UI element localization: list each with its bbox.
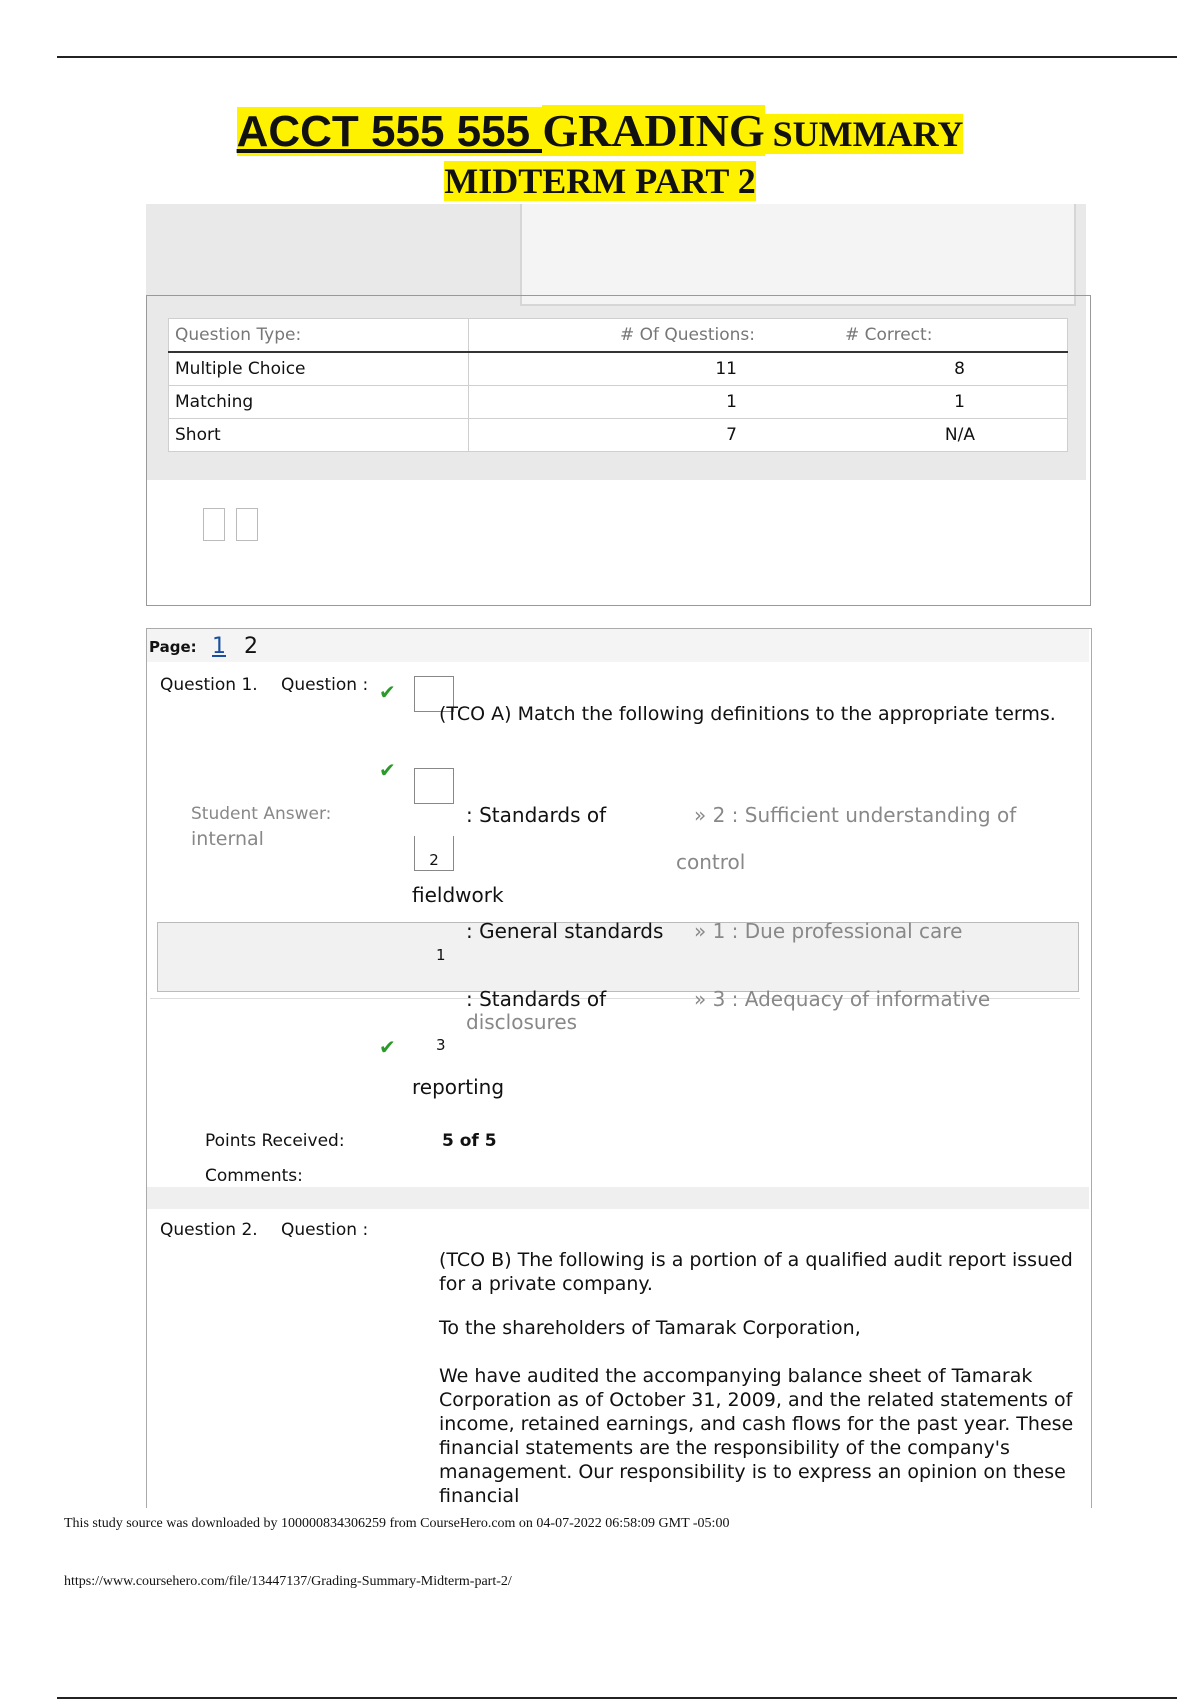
student-answer-internal: internal bbox=[191, 828, 264, 850]
title-summary: SUMMARY bbox=[765, 114, 964, 154]
match-answer-3: » 3 : Adequacy of informative bbox=[694, 987, 991, 1011]
source-url[interactable]: https://www.coursehero.com/file/13447137/Grading-Summary-Midterm-part-2/ bbox=[64, 1574, 512, 1589]
answer-box-2[interactable] bbox=[414, 836, 454, 871]
match-num-2: 1 bbox=[436, 946, 446, 964]
match-answer-1-cont: control bbox=[676, 850, 746, 874]
table-row bbox=[169, 386, 1068, 419]
title-grading: GRADING bbox=[542, 105, 765, 156]
page-subtitle bbox=[0, 160, 1200, 202]
match-answer-1: » 2 : Sufficient understanding of bbox=[694, 803, 1017, 827]
summary-blank-area bbox=[147, 480, 1089, 603]
match-answer-3-cont: disclosures bbox=[466, 1010, 578, 1034]
header-correct: # Correct: bbox=[765, 319, 1068, 353]
match-term-2: : General standards bbox=[466, 919, 664, 943]
table-row bbox=[169, 352, 1068, 386]
match-num-3: 3 bbox=[436, 1036, 446, 1054]
check-icon: ✔ bbox=[379, 758, 396, 782]
question-separator-bar bbox=[147, 1187, 1089, 1209]
question1-question-label: Question : bbox=[281, 675, 369, 695]
page-label: Page: bbox=[149, 638, 197, 656]
pagination-bar bbox=[147, 629, 1089, 662]
match-term-3-cont: reporting bbox=[412, 1075, 505, 1099]
match-term-1: : Standards of bbox=[466, 803, 607, 827]
summary-header-panel bbox=[520, 204, 1076, 306]
row-type: Short bbox=[169, 419, 469, 452]
header-questions: # Of Questions: bbox=[469, 319, 766, 353]
row-type: Matching bbox=[169, 386, 469, 419]
row-questions: 7 bbox=[469, 419, 766, 452]
row-correct: 8 bbox=[765, 352, 1068, 386]
top-rule bbox=[57, 56, 1177, 58]
header-type: Question Type: bbox=[169, 319, 469, 353]
question2-para1: (TCO B) The following is a portion of a qualified audit report issued for a private company. bbox=[439, 1249, 1073, 1295]
match-num-1: 2 bbox=[429, 851, 439, 869]
question1-label: Question 1. bbox=[160, 675, 258, 695]
summary-table bbox=[168, 318, 1068, 452]
summary-header-row bbox=[169, 319, 1068, 353]
placeholder-icon bbox=[203, 508, 225, 541]
page-current-2: 2 bbox=[244, 634, 258, 659]
row-type: Multiple Choice bbox=[169, 352, 469, 386]
points-value: 5 of 5 bbox=[442, 1131, 497, 1151]
question2-para3: We have audited the accompanying balance sheet of Tamarak Corporation as of October 31, 2009, and the related statements of income, retained earnings, and cash flows for the past year. These financial statements are the responsibility of the company's management. Our responsibility is to express an opinion on these financial bbox=[439, 1365, 1074, 1506]
row-correct: N/A bbox=[765, 419, 1068, 452]
answer-box[interactable] bbox=[414, 768, 454, 804]
title-midterm: MIDTERM PART 2 bbox=[444, 161, 756, 201]
row-correct: 1 bbox=[765, 386, 1068, 419]
question1-prompt: (TCO A) Match the following definitions to the appropriate terms. bbox=[439, 703, 1056, 725]
match-term-1-cont: fieldwork bbox=[412, 883, 504, 907]
row-questions: 1 bbox=[469, 386, 766, 419]
check-icon: ✔ bbox=[379, 1035, 396, 1059]
check-icon: ✔ bbox=[379, 680, 396, 704]
row-questions: 11 bbox=[469, 352, 766, 386]
comments-label: Comments: bbox=[205, 1166, 303, 1186]
match-answer-2: » 1 : Due professional care bbox=[694, 919, 963, 943]
page-title bbox=[0, 104, 1200, 157]
question2-para2: To the shareholders of Tamarak Corporation, bbox=[439, 1317, 861, 1339]
placeholder-icon bbox=[236, 508, 258, 541]
title-course: ACCT 555 555 bbox=[236, 107, 543, 156]
question2-label: Question 2. bbox=[160, 1220, 258, 1240]
match-term-3: : Standards of bbox=[466, 987, 607, 1011]
bottom-rule bbox=[57, 1697, 1177, 1699]
download-note: This study source was downloaded by 100000834306259 from CourseHero.com on 04-07-2022 06:58:09 GMT -05:00 bbox=[64, 1516, 730, 1531]
student-answer-label: Student Answer: bbox=[191, 804, 332, 824]
table-row bbox=[169, 419, 1068, 452]
question2-question-label: Question : bbox=[281, 1220, 369, 1240]
points-label: Points Received: bbox=[205, 1131, 345, 1151]
page-link-1[interactable]: 1 bbox=[212, 634, 226, 659]
